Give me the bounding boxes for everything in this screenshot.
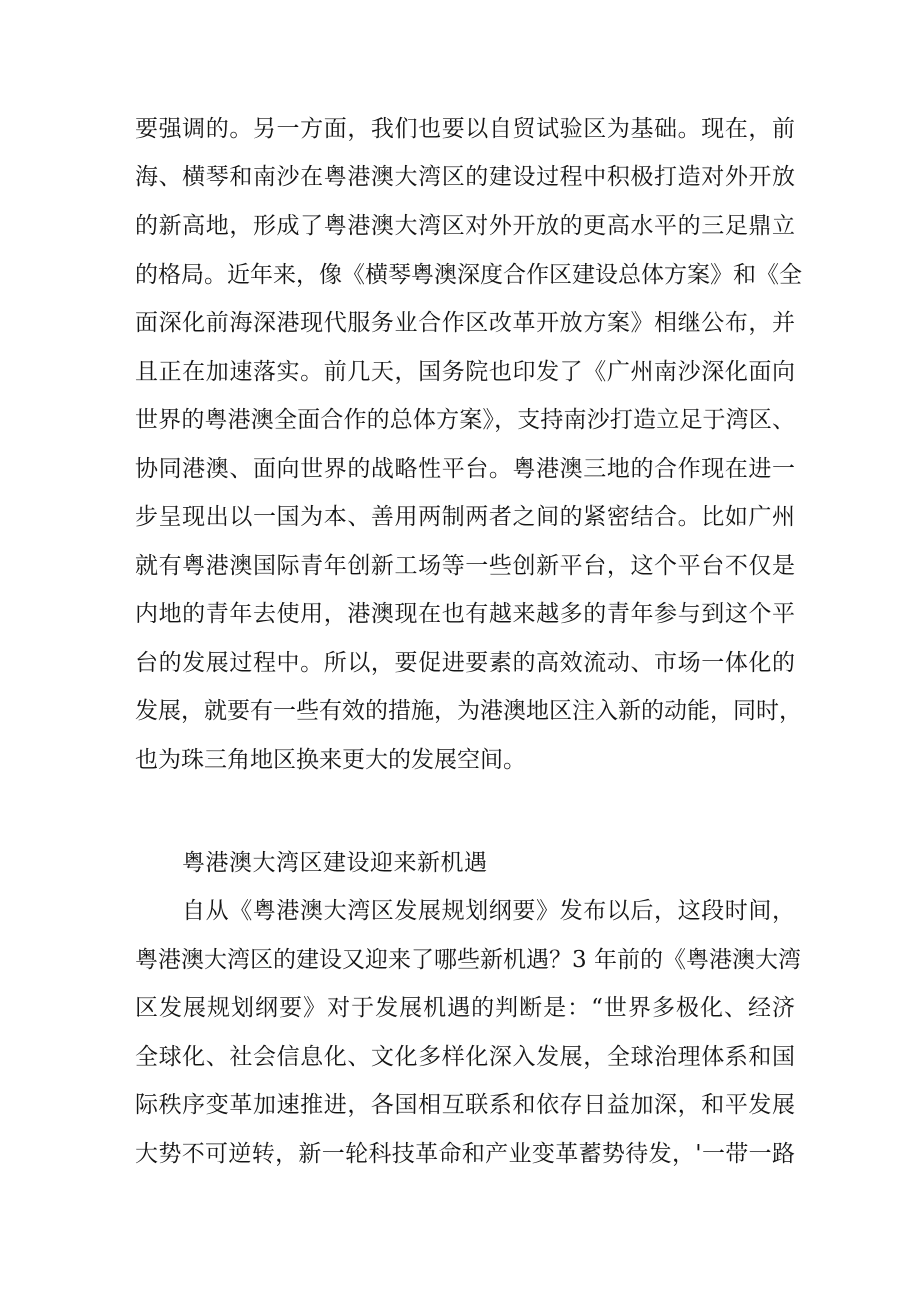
paragraph-line: 海、横琴和南沙在粤港澳大湾区的建设过程中积极打造对外开放: [135, 164, 795, 190]
paragraph-line: 的新高地，形成了粤港澳大湾区对外开放的更高水平的三足鼎立: [135, 213, 795, 239]
paragraph-line: 际秩序变革加速推进，各国相互联系和依存日益加深，和平发展: [135, 1092, 795, 1118]
paragraph-line: 的格局。近年来，像《横琴粤澳深度合作区建设总体方案》和《全: [135, 262, 802, 288]
paragraph-line: 要强调的。另一方面，我们也要以自贸试验区为基础。现在，前: [135, 116, 795, 142]
paragraph-line: 自从《粤港澳大湾区发展规划纲要》发布以后，这段时间，: [182, 898, 795, 924]
paragraph-line: 发展，就要有一些有效的措施，为港澳地区注入新的动能，同时，: [135, 698, 802, 724]
paragraph-line: 协同港澳、面向世界的战略性平台。粤港澳三地的合作现在进一: [135, 456, 795, 482]
paragraph-line: 就有粤港澳国际青年创新工场等一些创新平台，这个平台不仅是: [135, 553, 795, 579]
paragraph-line: 区发展规划纲要》对于发展机遇的判断是：“世界多极化、经济: [135, 995, 795, 1021]
paragraph-line: 也为珠三角地区换来更大的发展空间。: [135, 747, 526, 773]
paragraph-line: 步呈现出以一国为本、善用两制两者之间的紧密结合。比如广州: [135, 504, 795, 530]
paragraph-line: 全球化、社会信息化、文化多样化深入发展，全球治理体系和国: [135, 1044, 795, 1070]
paragraph-line: 面深化前海深港现代服务业合作区改革开放方案》相继公布，并: [135, 310, 795, 336]
paragraph-line: 且正在加速落实。前几天，国务院也印发了《广州南沙深化面向: [135, 359, 795, 385]
paragraph-line: 台的发展过程中。所以，要促进要素的高效流动、市场一体化的: [135, 650, 795, 676]
paragraph-line: 内地的青年去使用，港澳现在也有越来越多的青年参与到这个平: [135, 601, 795, 627]
paragraph-line: 粤港澳大湾区的建设又迎来了哪些新机遇？3 年前的《粤港澳大湾: [135, 947, 801, 973]
paragraph-line: 大势不可逆转，新一轮科技革命和产业变革蓄势待发，'一带一路: [135, 1141, 795, 1167]
section-heading: 粤港澳大湾区建设迎来新机遇: [182, 850, 488, 876]
paragraph-line: 世界的粤港澳全面合作的总体方案》，支持南沙打造立足于湾区、: [135, 407, 795, 433]
